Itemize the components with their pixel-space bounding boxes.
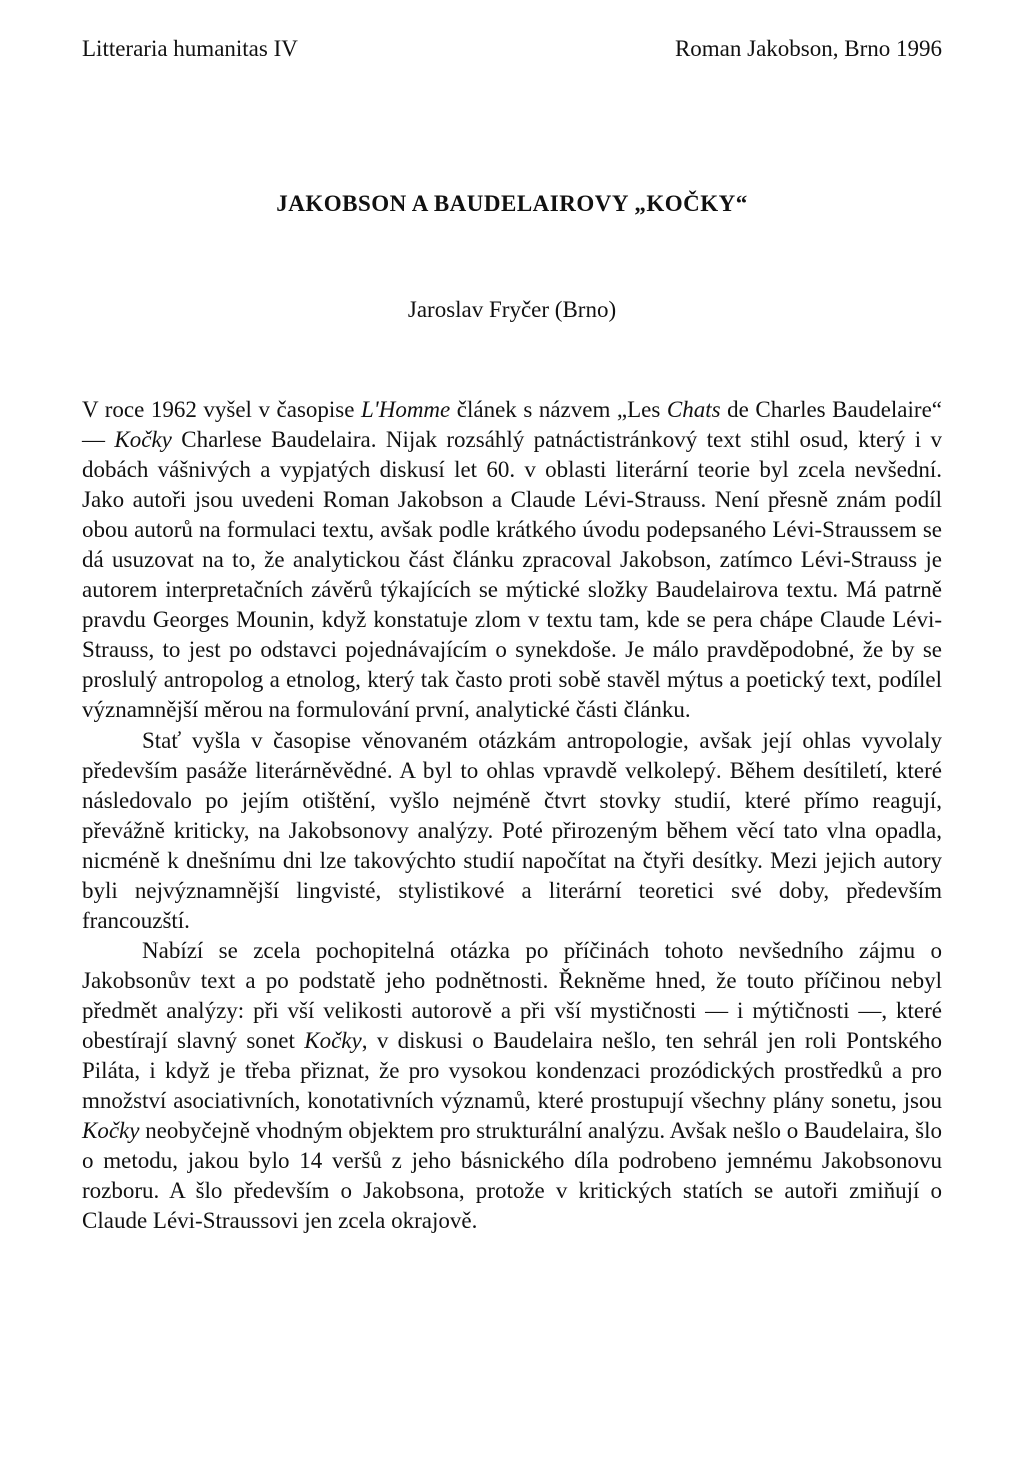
running-header — [82, 34, 942, 64]
italic-title-text: Kočky — [304, 1027, 362, 1053]
article-body — [82, 395, 942, 1236]
article-author: Jaroslav Fryčer (Brno) — [407, 297, 617, 322]
paragraph-2 — [82, 726, 942, 936]
paragraph-text: de Charles Baudelaire“ — — [82, 397, 942, 453]
paragraph-text: neobyčejně vhodným objektem pro strukturální analýzu. Avšak nešlo o Baudelaira, šlo o metodu, jakou bylo 14 veršů z jeho básnického díla podrobeno jemnému Jakobsonovu rozboru. A šlo především o Jakobsona, protože v kritických statích se autoři zmiňují o Claude Lévi-Straussovi jen zcela okrajově. — [82, 1118, 942, 1234]
paragraph-text: V roce 1962 vyšel v časopise — [82, 397, 361, 422]
volume-info: Roman Jakobson, Brno 1996 — [674, 36, 942, 61]
paragraph-3 — [82, 936, 942, 1236]
paragraph-text: článek s názvem „Les — [450, 397, 667, 422]
journal-name: Litteraria humanitas IV — [82, 36, 298, 61]
italic-title-text: Kočky — [82, 1118, 140, 1144]
paragraph-1 — [82, 395, 942, 726]
article-title: JAKOBSON A BAUDELAIROVY „KOČKY“ — [276, 191, 748, 216]
paragraph-text: Stať vyšla v časopise věnovaném otázkám antropologie, avšak její ohlas vyvolaly především pasáže literárněvědné. A byl to ohlas vpravdě velkolepý. Během desítiletí, které následovalo po jejím otištění, vyšlo nejméně čtvrt stovky studií, které přímo reagují, převážně kriticky, na Jakobsonovy analýzy. Poté přirozeným během věcí tato vlna opadla, nicméně k dnešnímu dni lze takovýchto studií napočítat na čtyři desítky. Mezi jejich autory byli nejvýznamnější lingvisté, stylistikové a literární teoretici své doby, především francouzští. — [82, 727, 942, 933]
italic-title-text: Kočky — [114, 427, 172, 453]
paragraph-text: , v diskusi o Baudelaira nešlo, ten sehrál jen roli Pontského Piláta, i když je třeba přiznat, že pro vysokou kondenzaci prozódických prostředků a pro množství asociativních, konotativních významů, které prostupují všechny plány sonetu, jsou — [82, 1027, 942, 1114]
italic-title-text: L'Homme — [361, 397, 451, 422]
italic-title-text: Chats — [666, 397, 721, 422]
paragraph-text: Nabízí se zcela pochopitelná otázka po příčinách tohoto nevšedního zájmu o Jakobsonův text a po podstatě jeho podnětnosti. Řekněme hned, že touto příčinou nebyl předmět analýzy: při vší velikosti autorově a při vší mystičnosti — i mýtičnosti —, které obestírají slavný sonet — [82, 937, 942, 1053]
paragraph-text: Charlese Baudelaira. Nijak rozsáhlý patnáctistránkový text stihl osud, který i v dobách vášnivých a vypjatých diskusí let 60. v oblasti literární teorie byl zcela nevšední. Jako autoři jsou uvedeni Roman Jakobson a Claude Lévi-Strauss. Není přesně znám podíl obou autorů na formulaci textu, avšak podle krátkého úvodu podepsaného Lévi-Straussem se dá usuzovat na to, že analytickou část článku zpracoval Jakobson, zatímco Lévi-Strauss je autorem interpretačních závěrů týkajících se mýtické složky Baudelairova textu. Má patrně pravdu Georges Mounin, když konstatuje zlom v textu tam, kde se pera chápe Claude Lévi-Strauss, to jest po odstavci pojednávajícím o synekdoše. Je málo pravděpodobné, že by se proslulý antropolog a etnolog, který tak často proti sobě stavěl mýtus a poetický text, podílel významnější měrou na formulování první, analytické části článku. — [82, 427, 943, 723]
